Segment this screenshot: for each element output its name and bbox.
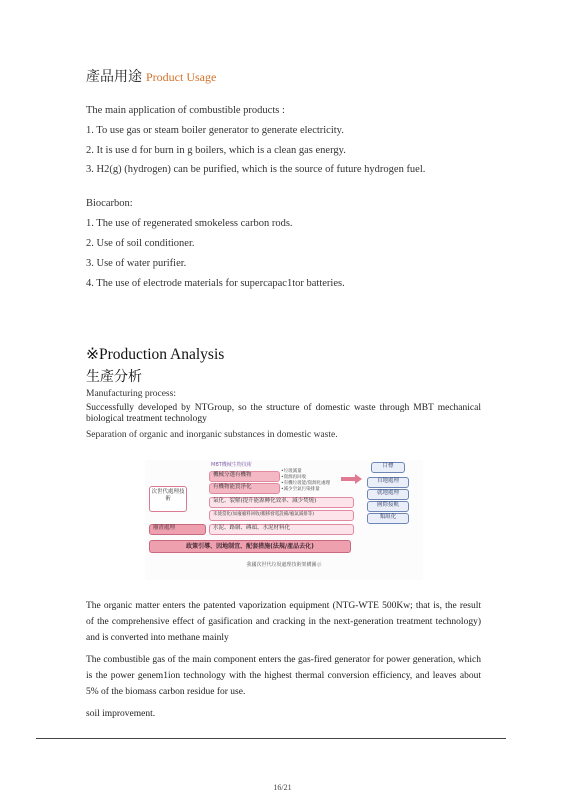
process-diagram bbox=[145, 460, 423, 580]
title-cn: 產品用途 bbox=[86, 69, 142, 85]
usage-intro: The main application of combustible products : bbox=[86, 105, 285, 116]
biocarbon-item-3: 3. Use of water purifier. bbox=[86, 258, 187, 269]
biocarbon-title: Biocarbon: bbox=[86, 198, 133, 209]
biocarbon-item-1: 1. The use of regenerated smokeless carbon rods. bbox=[86, 218, 293, 229]
process-label: Manufacturing process: bbox=[86, 389, 176, 399]
usage-item-1: 1. To use gas or steam boiler generator to generate electricity. bbox=[86, 125, 344, 136]
diagram-row-5: 水泥、路網、磚頭、水泥材料化 bbox=[209, 524, 354, 535]
diagram-bullet: •垃圾減量 bbox=[281, 469, 302, 474]
diagram-row-2: 有機物能質淨化 bbox=[209, 483, 280, 494]
diagram-left-bottom: 廢渣處理 bbox=[149, 524, 206, 535]
diagram-bullet: •減少空氣污染排量 bbox=[281, 487, 320, 492]
diagram-right-item: 自地處理 bbox=[367, 477, 409, 488]
diagram-bullets bbox=[281, 469, 330, 493]
diagram-row-3: 氣化、裂解(提升能源轉化效率、減少焚燒) bbox=[209, 497, 354, 508]
process-paragraph-2: Separation of organic and inorganic substances in domestic waste. bbox=[86, 430, 338, 440]
section-title-production-cn: 生產分析 bbox=[86, 369, 142, 385]
biocarbon-item-4: 4. The use of electrode materials for supercapac1tor batteries. bbox=[86, 278, 345, 289]
body-paragraph-4: The combustible gas of the main component enters the gas-fired generator for power generation, which is the power genem1ion technology with the highest thermal conversion efficiency, and leaves about 5% of the biomass carbon residue for use. bbox=[86, 655, 481, 697]
section-title-production-analysis: ※Production Analysis bbox=[86, 346, 225, 363]
process-paragraph-1: Successfully developed by NTGroup, so the structure of domestic waste through MBT mechanical biological treatment technology bbox=[86, 403, 481, 424]
body-paragraph-5: soil improvement. bbox=[86, 709, 156, 719]
diagram-right-item: 就地處理 bbox=[367, 489, 409, 500]
diagram-row-1: 機械分選有機物 bbox=[209, 471, 280, 482]
title-en: Product Usage bbox=[146, 70, 217, 84]
usage-item-2: 2. It is use d for burn in g boilers, which is a clean gas energy. bbox=[86, 145, 346, 156]
diagram-tag: MBT機械生物技術 bbox=[211, 462, 252, 468]
page-number: 16/21 bbox=[273, 783, 292, 792]
diagram-bullet: •有機垃圾能/資源化處理 bbox=[281, 481, 331, 486]
diagram-right-item: 類組化 bbox=[367, 513, 409, 524]
footer-divider bbox=[36, 738, 506, 739]
diagram-right-item: 國際接軌 bbox=[367, 501, 409, 512]
section-title-product-usage bbox=[86, 66, 216, 86]
body-paragraph-3: The organic matter enters the patented vaporization equipment (NTG-WTE 500Kw; that is, the result of the comprehensive effect of gasification and cracking in the next-generation treatment technology) and is converted into methane mainly bbox=[86, 601, 481, 643]
diagram-left-label: 次世代處理技術 bbox=[149, 486, 187, 512]
usage-item-3: 3. H2(g) (hydrogen) can be purified, which is the source of future hydrogen fuel. bbox=[86, 164, 426, 175]
diagram-row-4: 未使當化(如廢廢料回收/搬移發電設備/廢氣減排等) bbox=[209, 510, 354, 521]
diagram-right-top: 目標 bbox=[371, 462, 405, 473]
biocarbon-item-2: 2. Use of soil conditioner. bbox=[86, 238, 195, 249]
diagram-policy: 政策引導、因地制宜、配套措施(法規/產品去化) bbox=[149, 540, 351, 553]
diagram-caption: 我國次世代垃圾處理技術架構圖示 bbox=[246, 562, 322, 568]
diagram-bullet: •資源再回收 bbox=[281, 475, 307, 480]
arrow-icon bbox=[341, 474, 363, 484]
